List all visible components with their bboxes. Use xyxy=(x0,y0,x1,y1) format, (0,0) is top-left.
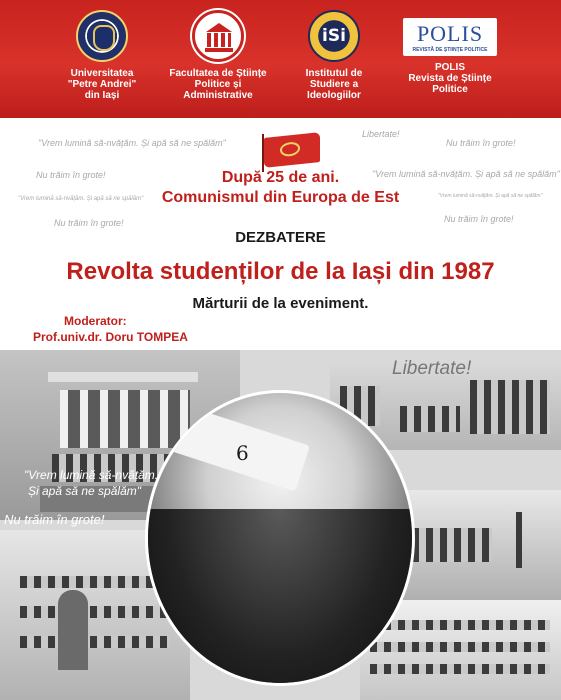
banner-number: 6 xyxy=(236,441,249,465)
organizer-isi xyxy=(268,10,400,101)
organizer-uaic xyxy=(36,10,168,101)
ghost-slogan: "Vrem lumină să-nvățăm. Și apă să ne spălăm" xyxy=(18,196,144,202)
statue-silhouette xyxy=(516,512,522,568)
university-seal-icon xyxy=(76,10,128,62)
photo-slogan-libertate: Libertate! xyxy=(392,358,472,379)
isi-seal-icon: iSi xyxy=(308,10,360,62)
event-type: DEZBATERE xyxy=(235,229,326,246)
organizers-header xyxy=(0,0,561,118)
ghost-slogan: Nu trăim în grote! xyxy=(444,214,514,224)
ghost-slogan: Libertate! xyxy=(362,129,400,139)
polis-logo: POLIS REVISTĂ DE ȘTIINȚE POLITICE xyxy=(403,18,497,56)
crowd-silhouette xyxy=(148,509,412,683)
ghost-slogan: Nu trăim în grote! xyxy=(54,218,124,228)
headline-line2: Comunismul din Europa de Est xyxy=(161,189,400,206)
ghost-slogan: "Vrem lumină să-nvățăm. Și apă să ne spălăm" xyxy=(372,169,560,179)
communist-flag-icon xyxy=(264,132,320,168)
ghost-slogan: "Vrem lumină să-nvățăm. Și apă să ne spălăm" xyxy=(438,193,543,199)
ghost-slogan: "Vrem lumină să-nvățăm. Și apă să ne spălăm" xyxy=(38,138,226,148)
headline-line1: După 25 de ani. xyxy=(221,169,340,186)
event-subtitle: Mărturii de la eveniment. xyxy=(192,295,369,312)
ghost-slogan: Nu trăim în grote! xyxy=(446,138,516,148)
organizer-name: Universitatea "Petre Andrei" din Iași xyxy=(67,68,137,101)
organizer-name: Facultatea de Științe Politice și Administrative xyxy=(169,68,267,101)
organizer-name: POLIS Revista de Științe Politice xyxy=(408,62,492,95)
photo-slogan-apa-line2: Și apă să ne spălăm" xyxy=(28,484,141,498)
organizer-name: Institutul de Studiere a Ideologiilor xyxy=(305,68,363,101)
photo-slogan-apa-line1: "Vrem lumină să-nvățăm. xyxy=(24,468,159,482)
organizer-fspa xyxy=(152,10,284,101)
protest-crowd-photo xyxy=(145,390,415,686)
moderator-name: Prof.univ.dr. Doru TOMPEA xyxy=(33,330,188,344)
photo-slogan-grote: Nu trăim în grote! xyxy=(4,512,105,527)
tree-silhouette xyxy=(58,590,88,670)
organizer-polis xyxy=(384,10,516,95)
ghost-slogan: Nu trăim în grote! xyxy=(36,170,106,180)
event-title: Revolta studenților de la Iași din 1987 xyxy=(66,258,495,285)
temple-laurel-icon xyxy=(192,10,244,62)
moderator-label: Moderator: xyxy=(64,314,127,328)
